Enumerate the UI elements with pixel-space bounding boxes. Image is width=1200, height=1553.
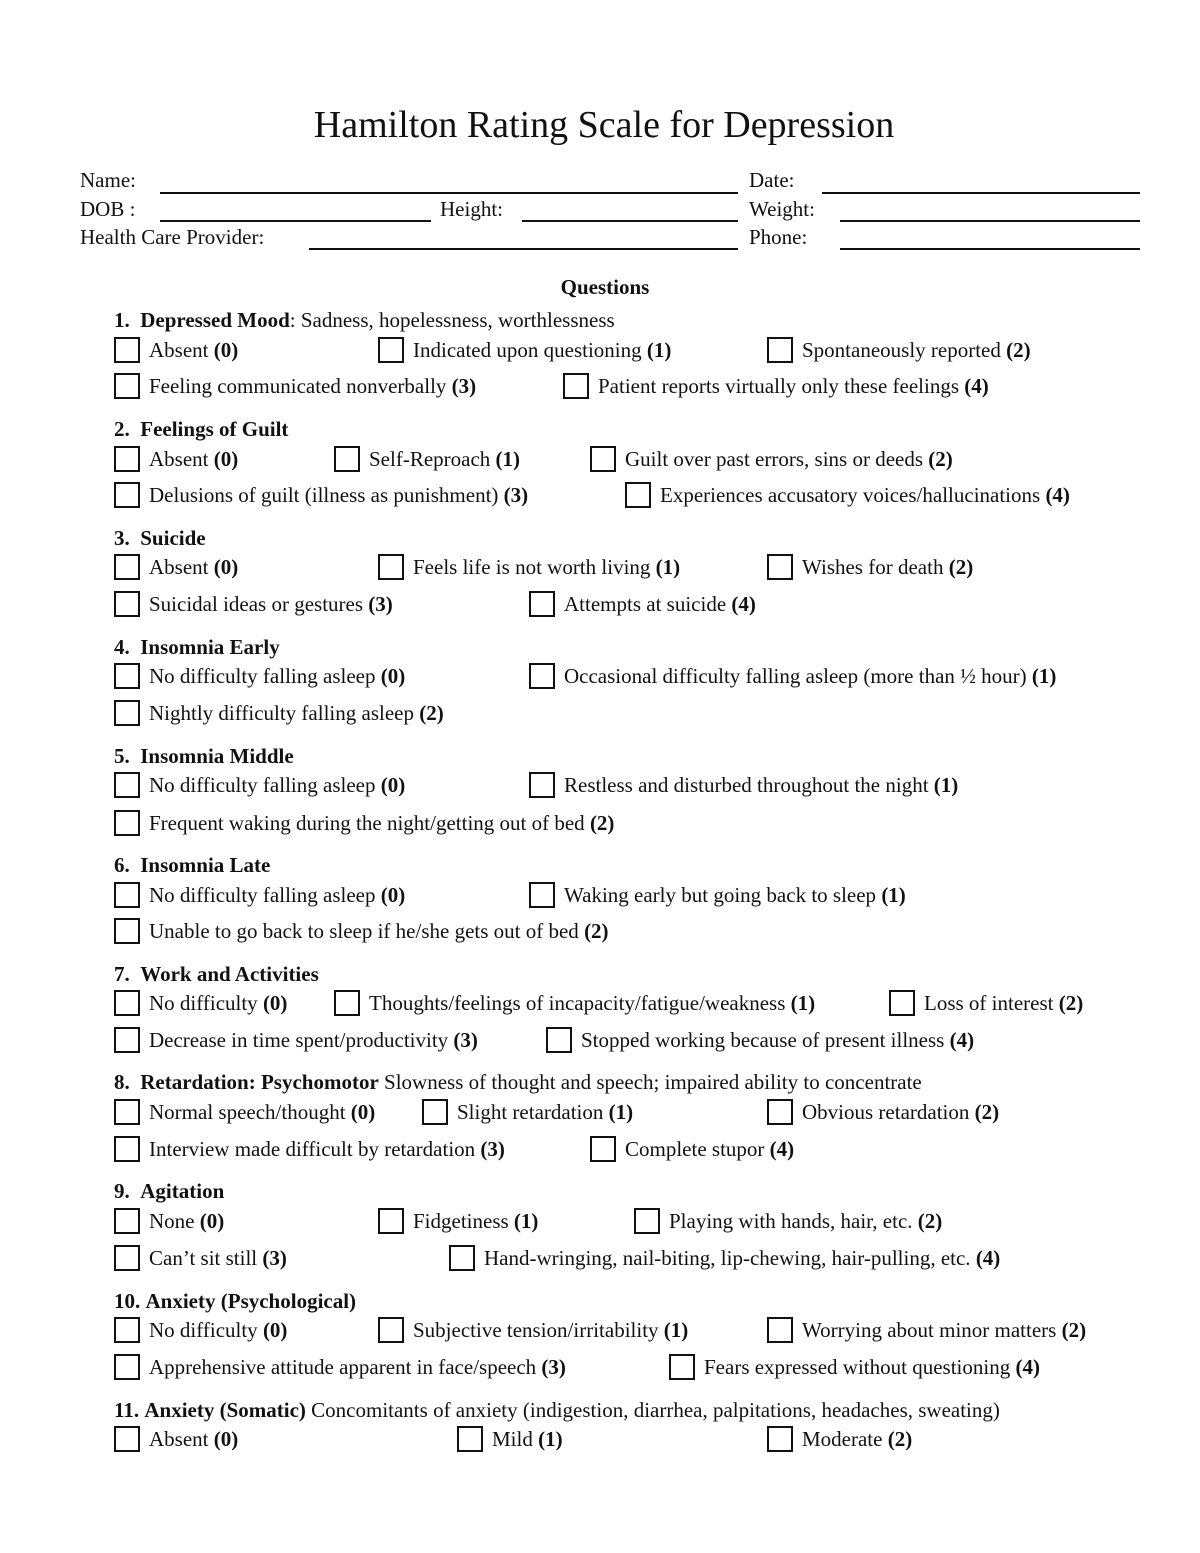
checkbox[interactable]	[114, 1426, 140, 1452]
checkbox[interactable]	[625, 482, 651, 508]
option[interactable]: Fidgetiness (1)	[378, 1206, 538, 1236]
option[interactable]: Occasional difficulty falling asleep (more than ½ hour) (1)	[529, 661, 1056, 691]
checkbox[interactable]	[378, 554, 404, 580]
checkbox[interactable]	[114, 990, 140, 1016]
checkbox[interactable]	[114, 1354, 140, 1380]
question-title: 9. Agitation	[114, 1179, 225, 1203]
option[interactable]: No difficulty falling asleep (0)	[114, 880, 405, 910]
checkbox[interactable]	[529, 663, 555, 689]
checkbox[interactable]	[378, 1208, 404, 1234]
height-field[interactable]	[522, 220, 738, 222]
option[interactable]: Slight retardation (1)	[422, 1097, 633, 1127]
option[interactable]: Hand-wringing, nail-biting, lip-chewing, hair-pulling, etc. (4)	[449, 1243, 1000, 1273]
option[interactable]: Loss of interest (2)	[889, 988, 1083, 1018]
option[interactable]: Fears expressed without questioning (4)	[669, 1352, 1040, 1382]
checkbox[interactable]	[114, 337, 140, 363]
option[interactable]: Stopped working because of present illness (4)	[546, 1025, 974, 1055]
page-title: Hamilton Rating Scale for Depression	[313, 104, 895, 146]
option[interactable]: Indicated upon questioning (1)	[378, 335, 671, 365]
checkbox[interactable]	[114, 1099, 140, 1125]
option[interactable]: Attempts at suicide (4)	[529, 589, 756, 619]
phone-field[interactable]	[840, 248, 1140, 250]
checkbox[interactable]	[114, 1136, 140, 1162]
checkbox[interactable]	[114, 554, 140, 580]
checkbox[interactable]	[114, 1208, 140, 1234]
question-title: 1. Depressed Mood: Sadness, hopelessness, worthlessness	[114, 308, 615, 332]
checkbox[interactable]	[378, 1317, 404, 1343]
option[interactable]: Complete stupor (4)	[590, 1134, 794, 1164]
checkbox[interactable]	[114, 663, 140, 689]
checkbox[interactable]	[114, 482, 140, 508]
checkbox[interactable]	[449, 1245, 475, 1271]
option[interactable]: No difficulty falling asleep (0)	[114, 770, 405, 800]
question-title: 4. Insomnia Early	[114, 635, 280, 659]
question-title: 3. Suicide	[114, 526, 206, 550]
question-title: 2. Feelings of Guilt	[114, 417, 289, 441]
option[interactable]: Interview made difficult by retardation (3)	[114, 1134, 505, 1164]
option[interactable]: Worrying about minor matters (2)	[767, 1315, 1086, 1345]
checkbox[interactable]	[114, 446, 140, 472]
option[interactable]: Apprehensive attitude apparent in face/speech (3)	[114, 1352, 566, 1382]
checkbox[interactable]	[334, 990, 360, 1016]
option[interactable]: Playing with hands, hair, etc. (2)	[634, 1206, 942, 1236]
option[interactable]: Delusions of guilt (illness as punishment) (3)	[114, 480, 528, 510]
checkbox[interactable]	[529, 882, 555, 908]
option[interactable]: No difficulty (0)	[114, 1315, 287, 1345]
question-title: 5. Insomnia Middle	[114, 744, 294, 768]
question-title: 6. Insomnia Late	[114, 853, 271, 877]
option[interactable]: Can’t sit still (3)	[114, 1243, 287, 1273]
option[interactable]: Unable to go back to sleep if he/she gets out of bed (2)	[114, 916, 609, 946]
option[interactable]: Absent (0)	[114, 1424, 238, 1454]
checkbox[interactable]	[634, 1208, 660, 1234]
option[interactable]: Suicidal ideas or gestures (3)	[114, 589, 393, 619]
checkbox[interactable]	[889, 990, 915, 1016]
checkbox[interactable]	[767, 1317, 793, 1343]
name-field[interactable]	[160, 192, 738, 194]
checkbox[interactable]	[334, 446, 360, 472]
checkbox[interactable]	[457, 1426, 483, 1452]
option[interactable]: Obvious retardation (2)	[767, 1097, 999, 1127]
checkbox[interactable]	[767, 1099, 793, 1125]
date-label: Date:	[749, 168, 795, 192]
weight-label: Weight:	[749, 197, 815, 221]
option[interactable]: Feeling communicated nonverbally (3)	[114, 371, 476, 401]
checkbox[interactable]	[529, 772, 555, 798]
checkbox[interactable]	[114, 918, 140, 944]
option[interactable]: Patient reports virtually only these feelings (4)	[563, 371, 989, 401]
option[interactable]: Thoughts/feelings of incapacity/fatigue/weakness (1)	[334, 988, 815, 1018]
option[interactable]: Spontaneously reported (2)	[767, 335, 1031, 365]
option[interactable]: Waking early but going back to sleep (1)	[529, 880, 906, 910]
height-label: Height:	[440, 197, 503, 221]
weight-field[interactable]	[840, 220, 1140, 222]
option[interactable]: Guilt over past errors, sins or deeds (2)	[590, 444, 953, 474]
dob-label: DOB :	[80, 197, 136, 221]
question-title: 8. Retardation: Psychomotor Slowness of thought and speech; impaired ability to concentrate	[114, 1070, 922, 1094]
checkbox[interactable]	[378, 337, 404, 363]
date-field[interactable]	[822, 192, 1140, 194]
checkbox[interactable]	[546, 1027, 572, 1053]
checkbox[interactable]	[767, 554, 793, 580]
option[interactable]: Experiences accusatory voices/hallucinations (4)	[625, 480, 1070, 510]
phone-label: Phone:	[749, 225, 808, 249]
option[interactable]: Absent (0)	[114, 444, 238, 474]
option[interactable]: Self-Reproach (1)	[334, 444, 520, 474]
option[interactable]: Nightly difficulty falling asleep (2)	[114, 698, 444, 728]
checkbox[interactable]	[114, 373, 140, 399]
option[interactable]: Normal speech/thought (0)	[114, 1097, 375, 1127]
option[interactable]: Absent (0)	[114, 335, 238, 365]
option[interactable]: Decrease in time spent/productivity (3)	[114, 1025, 478, 1055]
option[interactable]: Feels life is not worth living (1)	[378, 552, 680, 582]
option[interactable]: Absent (0)	[114, 552, 238, 582]
option[interactable]: Frequent waking during the night/getting out of bed (2)	[114, 808, 614, 838]
checkbox[interactable]	[114, 772, 140, 798]
question-title: 11. Anxiety (Somatic) Concomitants of anxiety (indigestion, diarrhea, palpitations, headaches, sweating)	[114, 1398, 1000, 1422]
option[interactable]: None (0)	[114, 1206, 224, 1236]
checkbox[interactable]	[114, 1317, 140, 1343]
checkbox[interactable]	[767, 337, 793, 363]
option[interactable]: Mild (1)	[457, 1424, 563, 1454]
option[interactable]: Subjective tension/irritability (1)	[378, 1315, 688, 1345]
checkbox[interactable]	[422, 1099, 448, 1125]
checkbox[interactable]	[114, 1245, 140, 1271]
option[interactable]: No difficulty falling asleep (0)	[114, 661, 405, 691]
provider-label: Health Care Provider:	[80, 225, 265, 249]
checkbox[interactable]	[114, 882, 140, 908]
checkbox[interactable]	[114, 700, 140, 726]
question-title: 10. Anxiety (Psychological)	[114, 1289, 357, 1313]
question-title: 7. Work and Activities	[114, 962, 319, 986]
checkbox[interactable]	[114, 1027, 140, 1053]
checkbox[interactable]	[669, 1354, 695, 1380]
provider-field[interactable]	[309, 248, 738, 250]
checkbox[interactable]	[529, 591, 555, 617]
option[interactable]: Restless and disturbed throughout the night (1)	[529, 770, 958, 800]
dob-field[interactable]	[160, 220, 431, 222]
checkbox[interactable]	[590, 1136, 616, 1162]
checkbox[interactable]	[563, 373, 589, 399]
checkbox[interactable]	[590, 446, 616, 472]
checkbox[interactable]	[114, 591, 140, 617]
questions-heading: Questions	[560, 275, 650, 299]
option[interactable]: Moderate (2)	[767, 1424, 912, 1454]
option[interactable]: No difficulty (0)	[114, 988, 287, 1018]
checkbox[interactable]	[114, 810, 140, 836]
checkbox[interactable]	[767, 1426, 793, 1452]
option[interactable]: Wishes for death (2)	[767, 552, 973, 582]
name-label: Name:	[80, 168, 136, 192]
